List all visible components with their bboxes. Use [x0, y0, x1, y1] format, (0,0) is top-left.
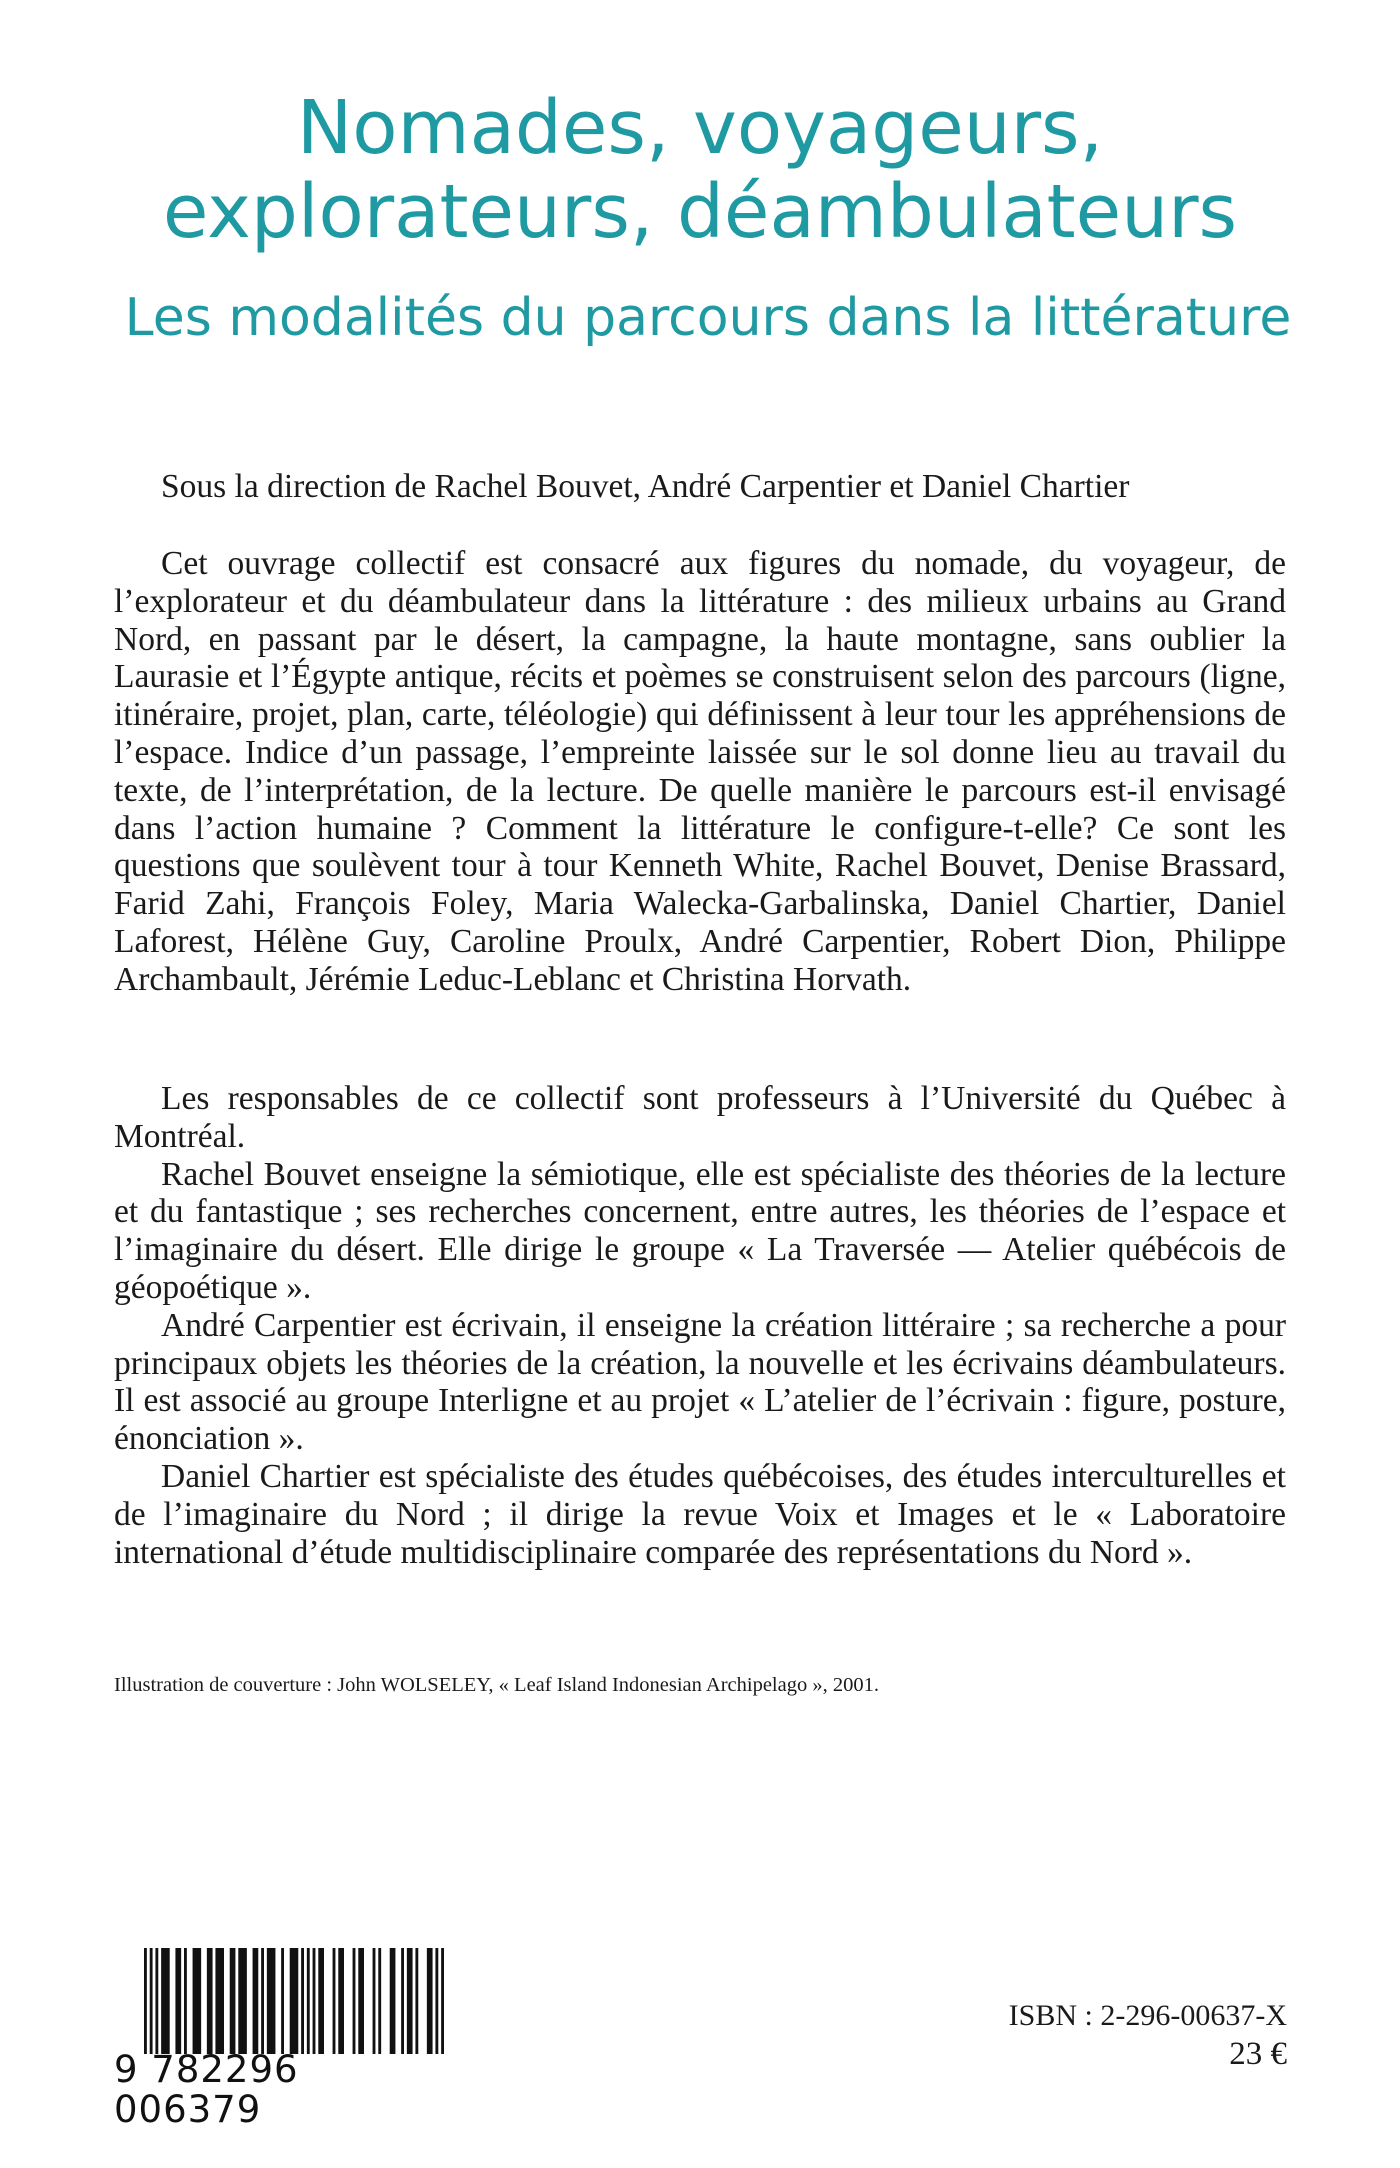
barcode-bar: [150, 1948, 153, 2054]
barcode-bar: [144, 1948, 147, 2054]
barcode-bar: [435, 1948, 438, 2054]
barcode-bar: [378, 1948, 381, 2054]
editors-bios: [114, 1080, 1286, 1571]
barcode-bar: [215, 1948, 224, 2054]
barcode-bar: [390, 1948, 396, 2054]
barcode-bar: [318, 1948, 324, 2054]
title-line-2: explorateurs, déambulateurs: [162, 169, 1238, 255]
barcode-bar: [307, 1948, 310, 2054]
barcode-bar: [358, 1948, 364, 2054]
cover-illustration-credit: Illustration de couverture : John WOLSELEY, « Leaf Island Indonesian Archipelago », 2001.: [114, 1674, 879, 1696]
barcode-bar: [193, 1948, 202, 2054]
barcode-bar: [253, 1948, 259, 2054]
barcode-bar: [353, 1948, 356, 2054]
barcode-bar: [230, 1948, 236, 2054]
price: 23 €: [1229, 2036, 1287, 2072]
isbn: ISBN : 2-296-00637-X: [1008, 1999, 1287, 2032]
barcode-bar: [415, 1948, 418, 2054]
barcode-bar: [184, 1948, 187, 2054]
editors-line: Sous la direction de Rachel Bouvet, André Carpentier et Daniel Chartier: [161, 468, 1130, 505]
bio-bouvet: Rachel Bouvet enseigne la sémiotique, elle est spécialiste des théories de la lecture et du fantastique ; ses recherches concernent, entre autres, les théories de l’espace et l’imaginaire du désert. Elle dirige le groupe « La Traversée — Atelier québécois de géopoétique ».: [114, 1155, 1286, 1306]
barcode-bar: [313, 1948, 316, 2054]
barcode-bar: [281, 1948, 284, 2054]
summary-paragraph: Cet ouvrage collectif est consacré aux figures du nomade, du voyageur, de l’explorateur et du déambulateur dans la littérature : des milieux urbains au Grand Nord, en passant par le désert, la campagne, la haute montagne, sans oublier la Laurasie et l’Égypte antique, récits et poèmes se construisent selon des parcours (ligne, itinéraire, projet, plan, carte, téléologie) qui définissent à leur tour les appréhensions de l’espace. Indice d’un passage, l’empreinte laissée sur le sol donne lieu au travail du texte, de l’interprétation, de la lecture. De quelle manière le parcours est-il envisagé dans l’action humaine ? Comment la littérature le configure-t-elle? Ce sont les questions que soulèvent tour à tour Kenneth White, Rachel Bouvet, Denise Brassard, Farid Zahi, François Foley, Maria Walecka-Garbalinska, Daniel Chartier, Daniel Laforest, Hélène Guy, Caroline Proulx, André Carpentier, Robert Dion, Philippe Archambault, Jérémie Leduc-Leblanc et Christina Horvath.: [114, 545, 1286, 998]
title-line-1: Nomades, voyageurs,: [296, 85, 1104, 171]
barcode-bar: [333, 1948, 336, 2054]
bio-chartier: Daniel Chartier est spécialiste des études québécoises, des études interculturelles et de l’imaginaire du Nord ; il dirige la revue Voix et Images et le « Laboratoire international d’étude multidisciplinaire comparée des représentations du Nord ».: [114, 1457, 1286, 1571]
barcode-bar: [238, 1948, 247, 2054]
barcode-bar: [290, 1948, 299, 2054]
barcode-bar: [441, 1948, 444, 2054]
barcode-bar: [161, 1948, 170, 2054]
barcode-bar: [338, 1948, 344, 2054]
barcode-bar: [155, 1948, 158, 2054]
barcode-digits: 9 782296 006379: [114, 2048, 299, 2131]
barcode-bar: [407, 1948, 413, 2054]
barcode-bar: [401, 1948, 404, 2054]
bio-carpentier: André Carpentier est écrivain, il enseigne la création littéraire ; sa recherche a pour principaux objets les théories de la création, la nouvelle et les écrivains déambulateurs. Il est associé au groupe Interligne et au projet « L’atelier de l’écrivain : figure, posture, énonciation ».: [114, 1306, 1286, 1458]
barcode-bar: [267, 1948, 276, 2054]
barcode-bar: [427, 1948, 433, 2054]
barcode-bar: [373, 1948, 376, 2054]
barcode-bar: [175, 1948, 181, 2054]
title-block: [0, 86, 1400, 348]
barcode-bars: [144, 1948, 444, 2054]
subtitle: Les modalités du parcours dans la littérature: [124, 288, 1292, 348]
bios-intro: Les responsables de ce collectif sont professeurs à l’Université du Québec à Montréal.: [114, 1080, 1286, 1155]
barcode-bar: [261, 1948, 264, 2054]
barcode-bar: [301, 1948, 304, 2054]
barcode-bar: [207, 1948, 213, 2054]
barcode: [114, 1948, 454, 2131]
